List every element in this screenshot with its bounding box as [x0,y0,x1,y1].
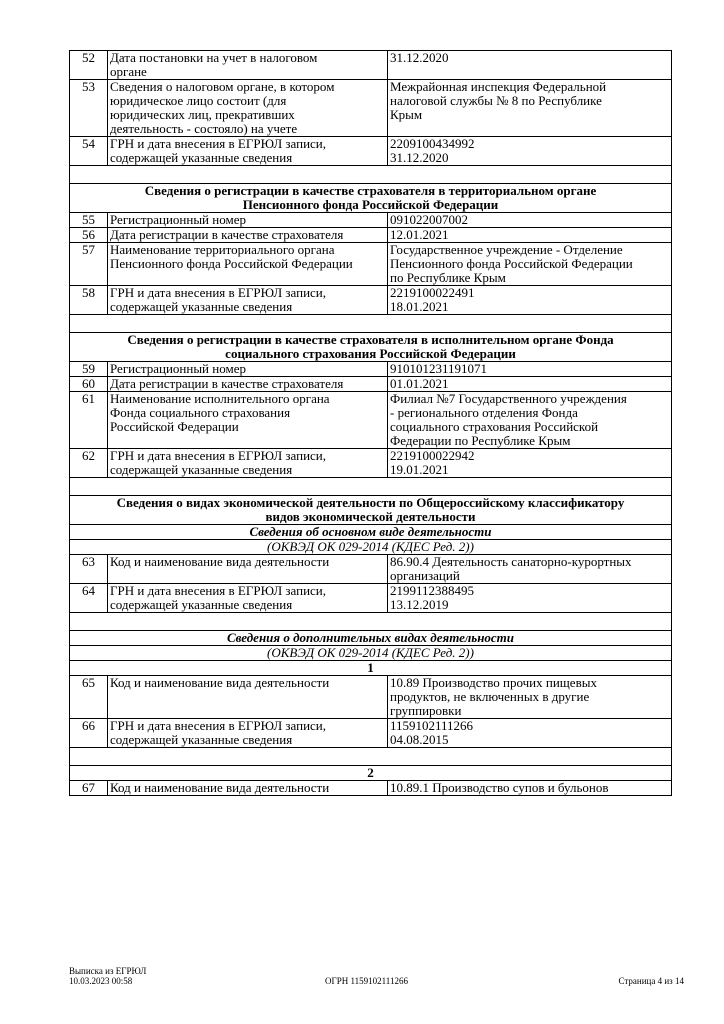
section-header-pfr: Сведения о регистрации в качестве страхователя в территориальном органе Пенсионного фонда Российской Федерации [70,184,672,213]
section-header-okved: Сведения о видах экономической деятельности по Общероссийскому классификатору видов экономической деятельности [70,496,672,525]
spacer-row [70,315,672,333]
row-label: Сведения о налоговом органе, в котором юридическое лицо состоит (для юридических лиц, прекративших деятельность - состояло) на учете [108,80,388,137]
table-row [70,377,672,392]
footer-ogrn: ОГРН 1159102111266 [325,976,408,986]
egrul-extract-table [69,50,672,796]
table-row [70,362,672,377]
row-number: 64 [70,584,108,613]
row-value: 091022007002 [388,213,672,228]
subsection-row [70,631,672,646]
row-value: 10.89 Производство прочих пищевых продуктов, не включенных в другие группировки [388,676,672,719]
row-label: Наименование исполнительного органа Фонда социального страхования Российской Федерации [108,392,388,449]
section-header-row [70,184,672,213]
row-value: 01.01.2021 [388,377,672,392]
row-label: Дата постановки на учет в налоговом органе [108,51,388,80]
table-row [70,392,672,449]
table-row [70,80,672,137]
row-value: 31.12.2020 [388,51,672,80]
row-number: 52 [70,51,108,80]
table-row [70,228,672,243]
row-value: 2199112388495 13.12.2019 [388,584,672,613]
row-label: Дата регистрации в качестве страхователя [108,228,388,243]
row-label: Регистрационный номер [108,213,388,228]
row-number: 57 [70,243,108,286]
okved-reference: (ОКВЭД ОК 029-2014 (КДЕС Ред. 2)) [70,540,672,555]
row-number: 63 [70,555,108,584]
table-row [70,213,672,228]
group-index: 2 [70,766,672,781]
spacer-row [70,478,672,496]
row-label: Дата регистрации в качестве страхователя [108,377,388,392]
row-value: Межрайонная инспекция Федеральной налоговой службы № 8 по Республике Крым [388,80,672,137]
row-number: 62 [70,449,108,478]
subsection-extra-activity: Сведения о дополнительных видах деятельности [70,631,672,646]
row-label: Наименование территориального органа Пенсионного фонда Российской Федерации [108,243,388,286]
row-number: 53 [70,80,108,137]
spacer-row [70,613,672,631]
footer-doc-title: Выписка из ЕГРЮЛ [69,966,147,976]
row-number: 67 [70,781,108,796]
row-value: 2209100434992 31.12.2020 [388,137,672,166]
row-label: ГРН и дата внесения в ЕГРЮЛ записи, содержащей указанные сведения [108,719,388,748]
section-header-fss: Сведения о регистрации в качестве страхователя в исполнительном органе Фонда социального страхования Российской Федерации [70,333,672,362]
okved-reference: (ОКВЭД ОК 029-2014 (КДЕС Ред. 2)) [70,646,672,661]
table-row [70,719,672,748]
row-number: 61 [70,392,108,449]
row-value: 2219100022942 19.01.2021 [388,449,672,478]
footer-doc-datetime: 10.03.2023 00:58 [69,976,133,986]
row-label: ГРН и дата внесения в ЕГРЮЛ записи, содержащей указанные сведения [108,449,388,478]
table-row [70,286,672,315]
section-header-row [70,496,672,525]
spacer-row [70,166,672,184]
subsection-row [70,525,672,540]
table-row [70,584,672,613]
group-index-row [70,766,672,781]
row-label: Код и наименование вида деятельности [108,555,388,584]
row-value: 12.01.2021 [388,228,672,243]
section-header-row [70,333,672,362]
row-number: 60 [70,377,108,392]
table-row [70,781,672,796]
row-value: Государственное учреждение - Отделение Пенсионного фонда Российской Федерации по Республике Крым [388,243,672,286]
table-row [70,51,672,80]
subsection-row [70,646,672,661]
subsection-row [70,540,672,555]
row-label: ГРН и дата внесения в ЕГРЮЛ записи, содержащей указанные сведения [108,137,388,166]
row-number: 54 [70,137,108,166]
row-value: 86.90.4 Деятельность санаторно-курортных организаций [388,555,672,584]
row-value: 2219100022491 18.01.2021 [388,286,672,315]
table-row [70,243,672,286]
row-number: 56 [70,228,108,243]
row-value: 1159102111266 04.08.2015 [388,719,672,748]
row-number: 65 [70,676,108,719]
row-label: Код и наименование вида деятельности [108,676,388,719]
row-label: Регистрационный номер [108,362,388,377]
footer-page-number: Страница 4 из 14 [618,976,684,986]
subsection-main-activity: Сведения об основном виде деятельности [70,525,672,540]
row-number: 66 [70,719,108,748]
table-row [70,449,672,478]
row-value: Филиал №7 Государственного учреждения - регионального отделения Фонда социального страхования Российской Федерации по Республике Крым [388,392,672,449]
row-label: ГРН и дата внесения в ЕГРЮЛ записи, содержащей указанные сведения [108,286,388,315]
spacer-row [70,748,672,766]
table-row [70,137,672,166]
table-row [70,676,672,719]
row-number: 55 [70,213,108,228]
row-number: 59 [70,362,108,377]
row-label: ГРН и дата внесения в ЕГРЮЛ записи, содержащей указанные сведения [108,584,388,613]
footer-doc-info [69,966,146,986]
group-index-row [70,661,672,676]
row-value: 910101231191071 [388,362,672,377]
group-index: 1 [70,661,672,676]
row-number: 58 [70,286,108,315]
table-row [70,555,672,584]
row-label: Код и наименование вида деятельности [108,781,388,796]
row-value: 10.89.1 Производство супов и бульонов [388,781,672,796]
